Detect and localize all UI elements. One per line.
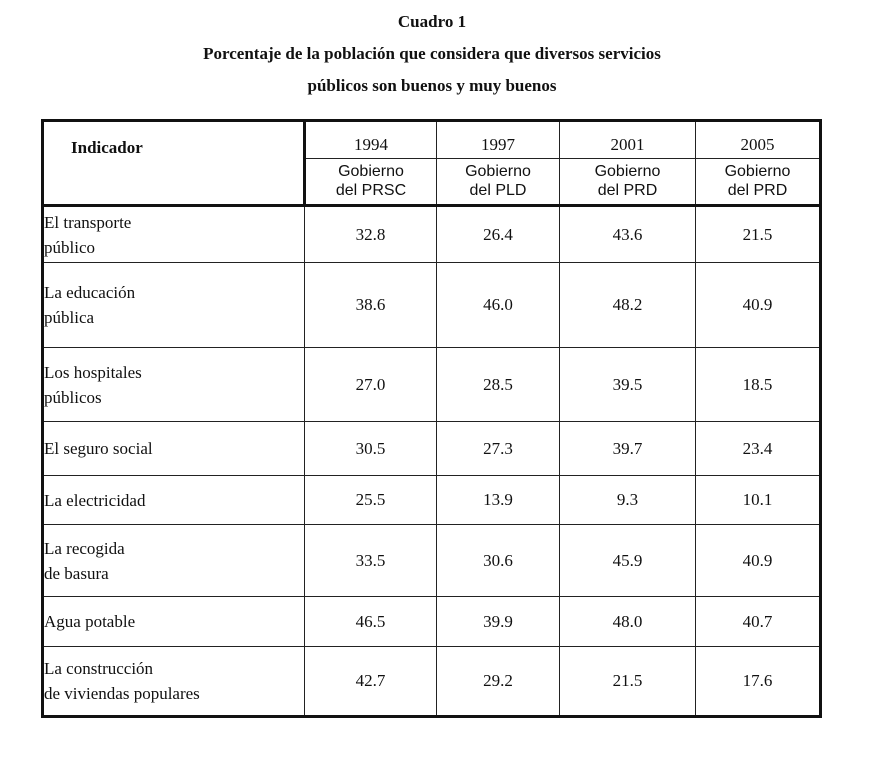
table-number: Cuadro 1 <box>397 12 467 31</box>
value-2001: 48.2 <box>560 263 696 348</box>
indicator-label-line-1: Los hospitales <box>44 362 142 382</box>
table-row <box>43 597 821 647</box>
indicator-label-line-1: El seguro social <box>44 439 153 458</box>
value-2005: 40.9 <box>696 263 821 348</box>
indicator-cell <box>43 647 305 717</box>
government-label <box>696 159 819 204</box>
table-row <box>43 206 821 263</box>
value-2001: 48.0 <box>560 597 696 647</box>
value-2001: 45.9 <box>560 525 696 597</box>
value-1994: 32.8 <box>305 206 437 263</box>
government-label-line-1: Gobierno <box>338 163 404 180</box>
value-2005: 21.5 <box>696 206 821 263</box>
year-label: 1997 <box>437 122 559 159</box>
value-2001: 9.3 <box>560 476 696 525</box>
indicator-cell <box>43 597 305 647</box>
table-row <box>43 348 821 422</box>
table-row <box>43 525 821 597</box>
government-label <box>306 159 436 204</box>
value-2005: 40.9 <box>696 525 821 597</box>
value-2005: 23.4 <box>696 422 821 476</box>
column-header-2005 <box>696 121 821 206</box>
indicator-cell <box>43 525 305 597</box>
value-1997: 13.9 <box>437 476 560 525</box>
column-header-2001 <box>560 121 696 206</box>
value-1997: 28.5 <box>437 348 560 422</box>
government-label-line-1: Gobierno <box>594 163 661 180</box>
indicator-label-line-1: La construcción <box>44 659 154 678</box>
table-row <box>43 476 821 525</box>
value-1997: 30.6 <box>437 525 560 597</box>
column-header-1997 <box>437 121 560 206</box>
year-label: 2005 <box>696 122 819 159</box>
value-1994: 27.0 <box>305 348 437 422</box>
indicator-label-line-1: La recogida <box>44 538 125 558</box>
value-1994: 25.5 <box>305 476 437 525</box>
indicator-label-line-1: El transporte <box>44 212 132 232</box>
value-1997: 46.0 <box>437 263 560 348</box>
value-1997: 39.9 <box>437 597 560 647</box>
value-2001: 43.6 <box>560 206 696 263</box>
government-label-line-2: del PRSC <box>335 182 407 199</box>
column-header-1994 <box>305 121 437 206</box>
services-table <box>41 119 822 718</box>
indicator-label-line-1: La educación <box>44 283 136 302</box>
year-label: 2001 <box>560 122 695 159</box>
indicator-cell <box>43 476 305 525</box>
year-label: 1994 <box>306 122 436 159</box>
value-1994: 42.7 <box>305 647 437 717</box>
indicator-label-line-1: La electricidad <box>44 490 146 510</box>
table-title-line-2: públicos son buenos y muy buenos <box>307 76 557 95</box>
value-1997: 27.3 <box>437 422 560 476</box>
indicator-label-line-2: público <box>44 237 95 257</box>
value-2005: 18.5 <box>696 348 821 422</box>
value-1994: 46.5 <box>305 597 437 647</box>
indicator-label-line-2: de viviendas populares <box>44 684 200 703</box>
value-2001: 39.5 <box>560 348 696 422</box>
indicator-label-line-2: de basura <box>44 563 109 583</box>
indicator-label-line-1: Agua potable <box>44 612 136 631</box>
indicator-label-line-2: pública <box>44 308 95 327</box>
value-1994: 33.5 <box>305 525 437 597</box>
table-row <box>43 422 821 476</box>
value-2005: 40.7 <box>696 597 821 647</box>
table-title-line-1: Porcentaje de la población que considera que diversos servicios <box>203 44 661 63</box>
table-row <box>43 263 821 348</box>
government-label-line-2: del PRD <box>597 182 658 199</box>
table-row <box>43 647 821 717</box>
government-label <box>560 159 695 204</box>
government-label-line-2: del PLD <box>469 182 527 199</box>
indicator-header: Indicador <box>43 121 305 206</box>
value-2001: 39.7 <box>560 422 696 476</box>
value-2001: 21.5 <box>560 647 696 717</box>
indicator-label-line-2: públicos <box>44 387 102 407</box>
indicator-cell <box>43 348 305 422</box>
value-1997: 26.4 <box>437 206 560 263</box>
government-label <box>437 159 559 204</box>
indicator-cell <box>43 263 305 348</box>
value-1994: 38.6 <box>305 263 437 348</box>
indicator-cell <box>43 422 305 476</box>
value-1997: 29.2 <box>437 647 560 717</box>
value-2005: 17.6 <box>696 647 821 717</box>
value-1994: 30.5 <box>305 422 437 476</box>
indicator-cell <box>43 206 305 263</box>
government-label-line-1: Gobierno <box>724 163 791 180</box>
government-label-line-1: Gobierno <box>465 163 531 180</box>
table-caption <box>0 6 864 102</box>
government-label-line-2: del PRD <box>727 182 788 199</box>
table-header-row <box>43 121 821 206</box>
value-2005: 10.1 <box>696 476 821 525</box>
